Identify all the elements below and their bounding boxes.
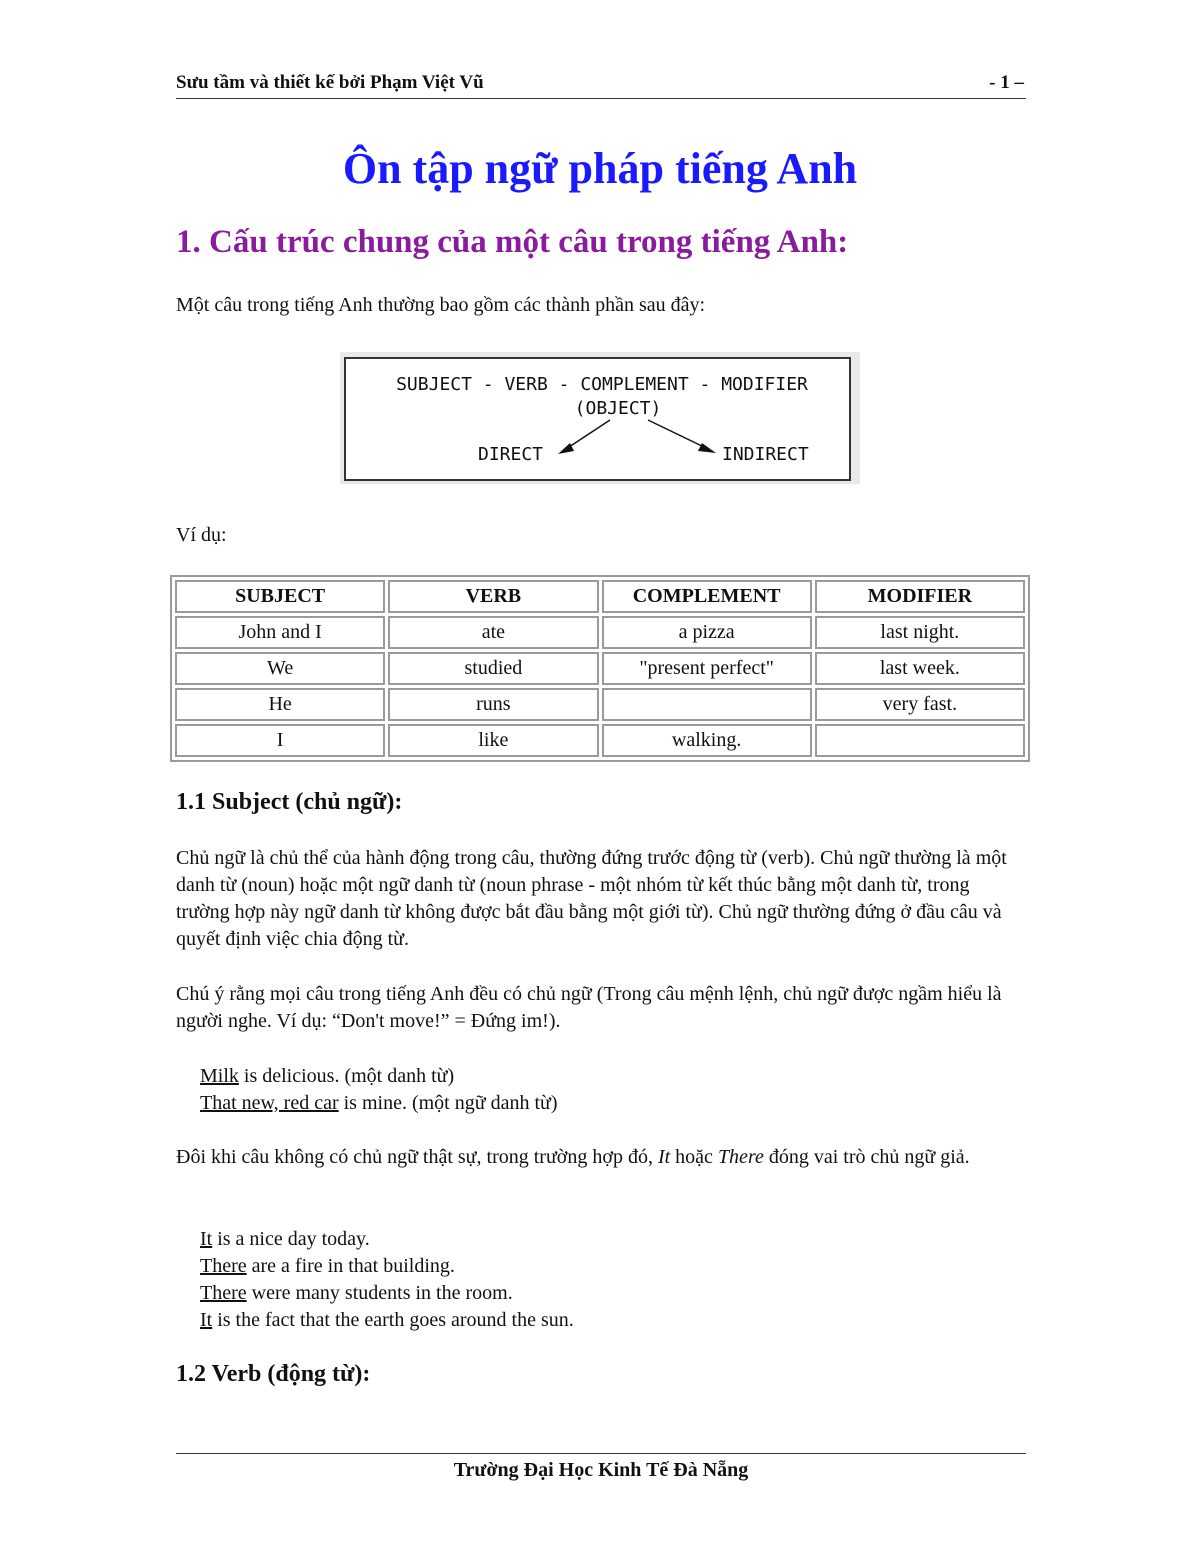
example-subject: There — [200, 1282, 247, 1304]
example-line — [176, 1063, 1050, 1090]
example-line — [176, 1253, 1050, 1280]
example-subject: There — [200, 1255, 247, 1277]
text-segment: hoặc — [670, 1146, 718, 1168]
table-cell: like — [388, 724, 598, 757]
sentence-structure-diagram — [338, 350, 862, 486]
table-row — [175, 688, 1025, 721]
page-footer — [176, 1453, 1026, 1482]
section-heading: 1. Cấu trúc chung của một câu trong tiếng Anh: — [176, 224, 849, 260]
column-header: VERB — [388, 580, 598, 613]
example-table — [170, 575, 1030, 762]
table-cell — [602, 688, 812, 721]
example-rest: is the fact that the earth goes around the sun. — [212, 1309, 574, 1331]
example-rest: were many students in the room. — [246, 1282, 513, 1304]
example-rest: is mine. (một ngữ danh từ) — [338, 1092, 558, 1114]
example-line — [176, 1226, 1050, 1253]
table-cell: studied — [388, 652, 598, 685]
example-rest: is delicious. (một danh từ) — [238, 1065, 455, 1087]
table-cell: We — [175, 652, 385, 685]
table-cell: runs — [388, 688, 598, 721]
diagram-direct: DIRECT — [478, 444, 544, 465]
italic-it: It — [657, 1146, 671, 1168]
table-cell: I — [175, 724, 385, 757]
diagram-indirect: INDIRECT — [722, 444, 809, 465]
example-rest: are a fire in that building. — [246, 1255, 455, 1277]
column-header: COMPLEMENT — [602, 580, 812, 613]
subject-paragraph-1: Chủ ngữ là chủ thể của hành động trong câu, thường đứng trước động từ (verb). Chủ ngữ thường là một danh từ (noun) hoặc một ngữ danh từ (noun phrase - một nhóm từ kết thúc bằng một danh từ, trong trường hợp này ngữ danh từ không được bắt đầu bằng một giới từ). Chủ ngữ thường đứng ở đầu câu và quyết định việc chia động từ. — [176, 847, 1007, 950]
table-row — [175, 616, 1025, 649]
example-rest: is a nice day today. — [212, 1228, 370, 1250]
intro-text: Một câu trong tiếng Anh thường bao gồm các thành phần sau đây: — [176, 294, 706, 316]
column-header: SUBJECT — [175, 580, 385, 613]
table-cell — [815, 724, 1025, 757]
table-row — [175, 724, 1025, 757]
page-number: - 1 – — [989, 72, 1024, 93]
column-header: MODIFIER — [815, 580, 1025, 613]
example-line — [176, 1090, 1050, 1117]
text-segment: Đôi khi câu không có chủ ngữ thật sự, trong trường hợp đó, — [176, 1146, 658, 1168]
table-row — [175, 652, 1025, 685]
subject-heading: 1.1 Subject (chủ ngữ): — [176, 789, 403, 815]
table-cell: last night. — [815, 616, 1025, 649]
example-subject: Milk — [200, 1065, 239, 1087]
header-author: Sưu tầm và thiết kế bởi Phạm Việt Vũ — [176, 72, 484, 93]
subject-paragraph-3 — [176, 1144, 1026, 1171]
table-cell: a pizza — [602, 616, 812, 649]
example-line — [176, 1307, 1050, 1334]
italic-there: There — [717, 1146, 764, 1168]
table-cell: He — [175, 688, 385, 721]
diagram-line1: SUBJECT - VERB - COMPLEMENT - MODIFIER — [396, 374, 808, 395]
table-cell: walking. — [602, 724, 812, 757]
verb-heading: 1.2 Verb (động từ): — [176, 1361, 371, 1387]
table-cell: "present perfect" — [602, 652, 812, 685]
example-subject: That new, red car — [200, 1092, 339, 1114]
text-segment: đóng vai trò chủ ngữ giả. — [763, 1146, 970, 1168]
example-subject: It — [200, 1228, 213, 1250]
table-cell: last week. — [815, 652, 1025, 685]
example-subject: It — [200, 1309, 213, 1331]
table-cell: John and I — [175, 616, 385, 649]
table-cell: ate — [388, 616, 598, 649]
subject-paragraph-2: Chú ý rằng mọi câu trong tiếng Anh đều có chủ ngữ (Trong câu mệnh lệnh, chủ ngữ được ngầm hiểu là người nghe. Ví dụ: “Don't move!” = Đứng im!). — [176, 983, 1002, 1032]
page-title: Ôn tập ngữ pháp tiếng Anh — [342, 144, 858, 193]
example-line — [176, 1280, 1050, 1307]
example-label: Ví dụ: — [176, 524, 227, 546]
table-cell: very fast. — [815, 688, 1025, 721]
page-header — [176, 72, 1026, 99]
diagram-line2: (OBJECT) — [574, 398, 662, 419]
footer-text: Trường Đại Học Kinh Tế Đà Nẵng — [453, 1459, 749, 1481]
